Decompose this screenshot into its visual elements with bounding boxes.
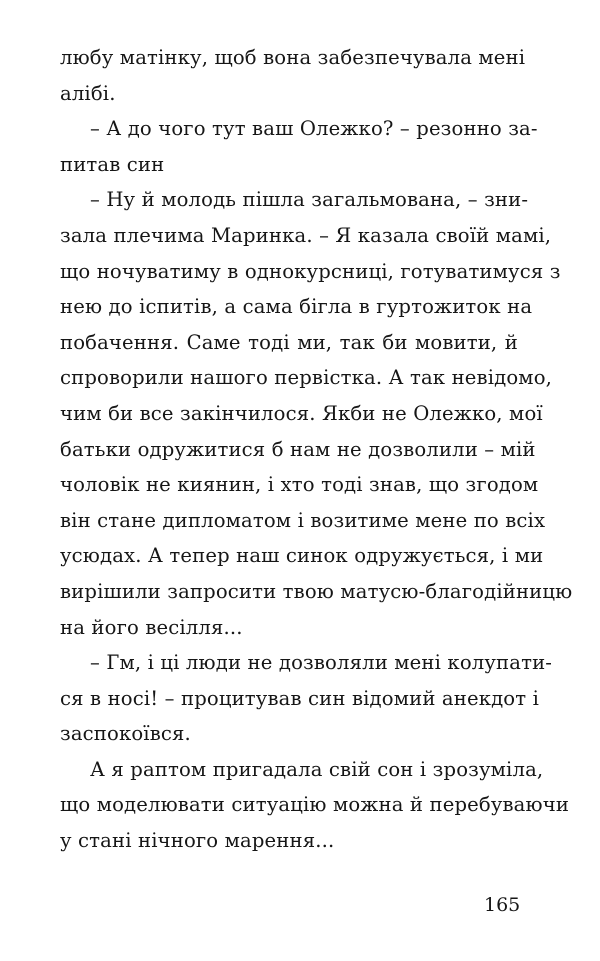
text-line: питав син <box>60 152 165 176</box>
text-line: нею до іспитів, а сама бігла в гуртожиток на <box>60 295 533 319</box>
text-line: побачення. Саме тоді ми, так би мовити, й <box>60 330 518 354</box>
text-line: усюдах. А тепер наш синок одружується, і ми <box>60 544 544 568</box>
text-line: заспокоївся. <box>60 722 191 746</box>
text-line: – Ну й молодь пішла загальмована, – зни- <box>90 188 529 212</box>
text-line: – А до чого тут ваш Олежко? – резонно за- <box>90 117 538 141</box>
body-text <box>60 40 573 859</box>
text-line: спроворили нашого первістка. А так невідомо, <box>60 366 553 390</box>
text-line: він стане дипломатом і возитиме мене по всіх <box>60 508 546 532</box>
text-line: – Гм, і ці люди не дозволяли мені колупати- <box>90 651 553 675</box>
text-line: любу матінку, щоб вона забезпечувала мені <box>60 46 526 69</box>
text-line: вирішили запросити твою матусю-благодійницю <box>60 579 573 603</box>
text-line: у стані нічного марення... <box>60 829 335 853</box>
text-line: чоловік не киянин, і хто тоді знав, що згодом <box>60 473 539 497</box>
text-line: батьки одружитися б нам не дозволили – мій <box>60 437 536 461</box>
text-line: ся в носі! – процитував син відомий анекдот і <box>60 686 540 710</box>
text-line: зала плечима Маринка. – Я казала своїй мамі, <box>60 223 552 247</box>
text-line: чим би все закінчилося. Якби не Олежко, мої <box>60 401 543 425</box>
text-line: що моделювати ситуацію можна й перебуваючи <box>60 793 570 817</box>
text-line: А я раптом пригадала свій сон і зрозуміла, <box>90 757 544 781</box>
text-line: що ночуватиму в однокурсниці, готуватимуся з <box>60 259 561 283</box>
text-line: алібі. <box>60 81 116 105</box>
page-number: 165 <box>484 894 521 916</box>
text-line: на його весілля... <box>60 615 243 639</box>
